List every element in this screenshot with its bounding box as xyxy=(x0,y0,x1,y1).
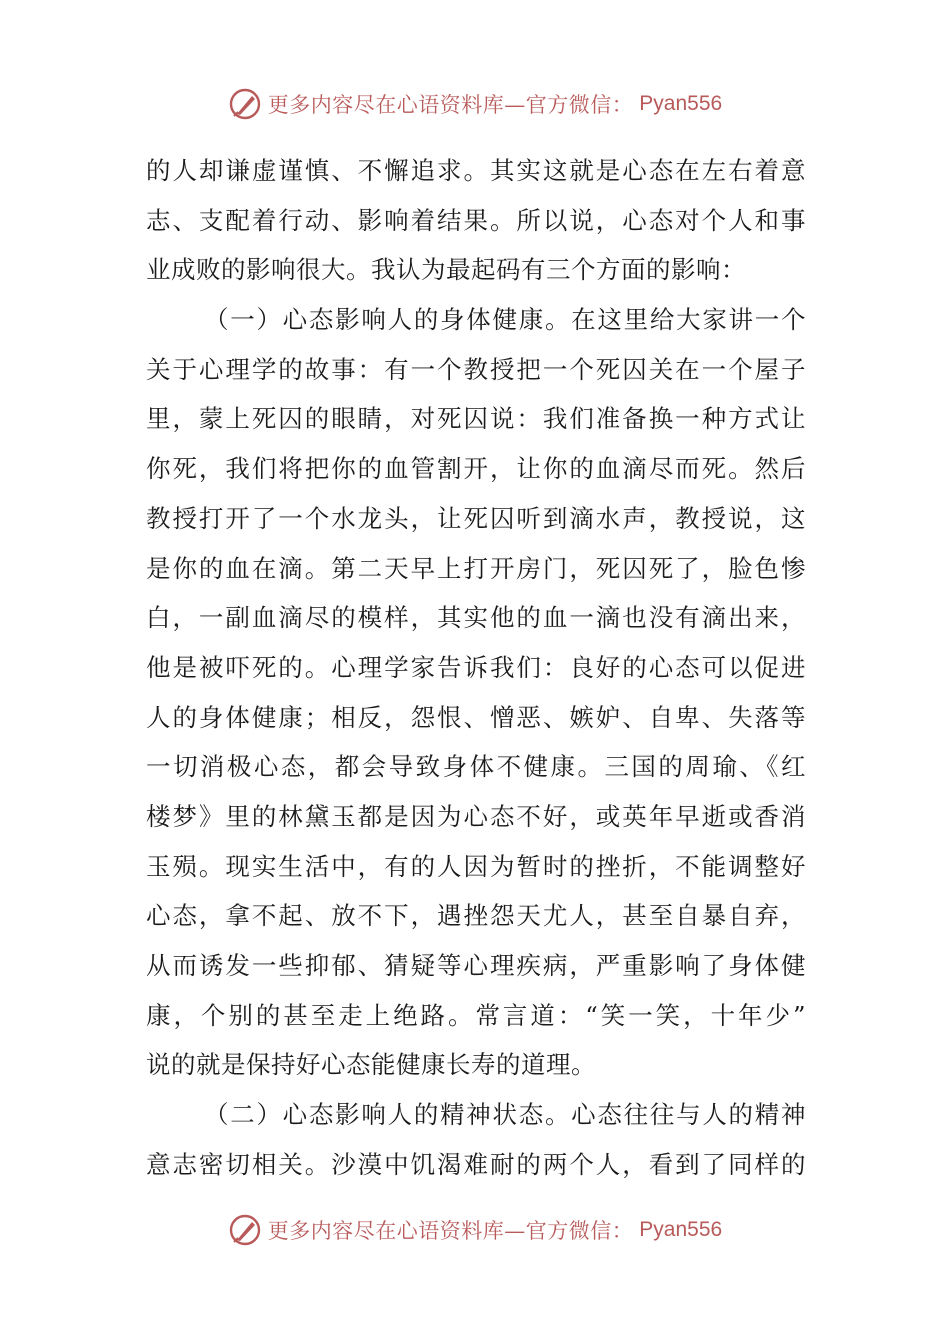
body-line: 你死，我们将把你的血管割开，让你的血滴尽而死。然后 xyxy=(146,454,806,484)
body-line: 关于心理学的故事：有一个教授把一个死囚关在一个屋子 xyxy=(146,354,806,384)
body-line: 玉殒。现实生活中，有的人因为暂时的挫折，不能调整好 xyxy=(146,851,806,881)
body-line: 康，个别的甚至走上绝路。常言道：“笑一笑，十年少” xyxy=(146,1000,806,1030)
body-line: 他是被吓死的。心理学家告诉我们：良好的心态可以促进 xyxy=(146,652,806,682)
body-line: （一）心态影响人的身体健康。在这里给大家讲一个 xyxy=(204,305,806,335)
body-line: 志、支配着行动、影响着结果。所以说，心态对个人和事 xyxy=(146,205,806,235)
footer-banner-wechat-id: Pyan556 xyxy=(639,1218,723,1241)
document-body xyxy=(146,146,806,1189)
body-line: 人的身体健康；相反，怨恨、憎恶、嫉妒、自卑、失落等 xyxy=(146,702,806,732)
body-line: 楼梦》里的林黛玉都是因为心态不好，或英年早逝或香消 xyxy=(146,801,806,831)
body-line: 意志密切相关。沙漠中饥渴难耐的两个人，看到了同样的 xyxy=(146,1149,806,1179)
body-line: 里，蒙上死囚的眼睛，对死囚说：我们准备换一种方式让 xyxy=(146,404,806,434)
body-line: 是你的血在滴。第二天早上打开房门，死囚死了，脸色惨 xyxy=(146,553,806,583)
body-line: 心态，拿不起、放不下，遇挫怨天尤人，甚至自暴自弃， xyxy=(146,901,806,931)
body-line: （二）心态影响人的精神状态。心态往往与人的精神 xyxy=(204,1100,806,1130)
body-line: 的人却谦虚谨慎、不懈追求。其实这就是心态在左右着意 xyxy=(146,156,806,185)
header-banner-text: 更多内容尽在心语资料库—官方微信： xyxy=(267,93,634,117)
body-line: 白，一副血滴尽的模样，其实他的血一滴也没有滴出来， xyxy=(146,603,806,633)
footer-banner-text: 更多内容尽在心语资料库—官方微信： xyxy=(267,1219,634,1243)
quill-logo-icon xyxy=(228,87,262,121)
header-banner xyxy=(0,84,950,124)
body-line: 说的就是保持好心态能健康长寿的道理。 xyxy=(146,1050,596,1080)
body-line: 业成败的影响很大。我认为最起码有三个方面的影响： xyxy=(146,255,746,285)
quill-logo-icon xyxy=(228,1213,262,1247)
footer-banner xyxy=(0,1210,950,1250)
body-line: 一切消极心态，都会导致身体不健康。三国的周瑜、《红 xyxy=(146,752,806,782)
body-line: 教授打开了一个水龙头，让死囚听到滴水声，教授说，这 xyxy=(146,503,806,533)
header-banner-wechat-id: Pyan556 xyxy=(639,92,723,115)
body-line: 从而诱发一些抑郁、猜疑等心理疾病，严重影响了身体健 xyxy=(146,951,806,980)
